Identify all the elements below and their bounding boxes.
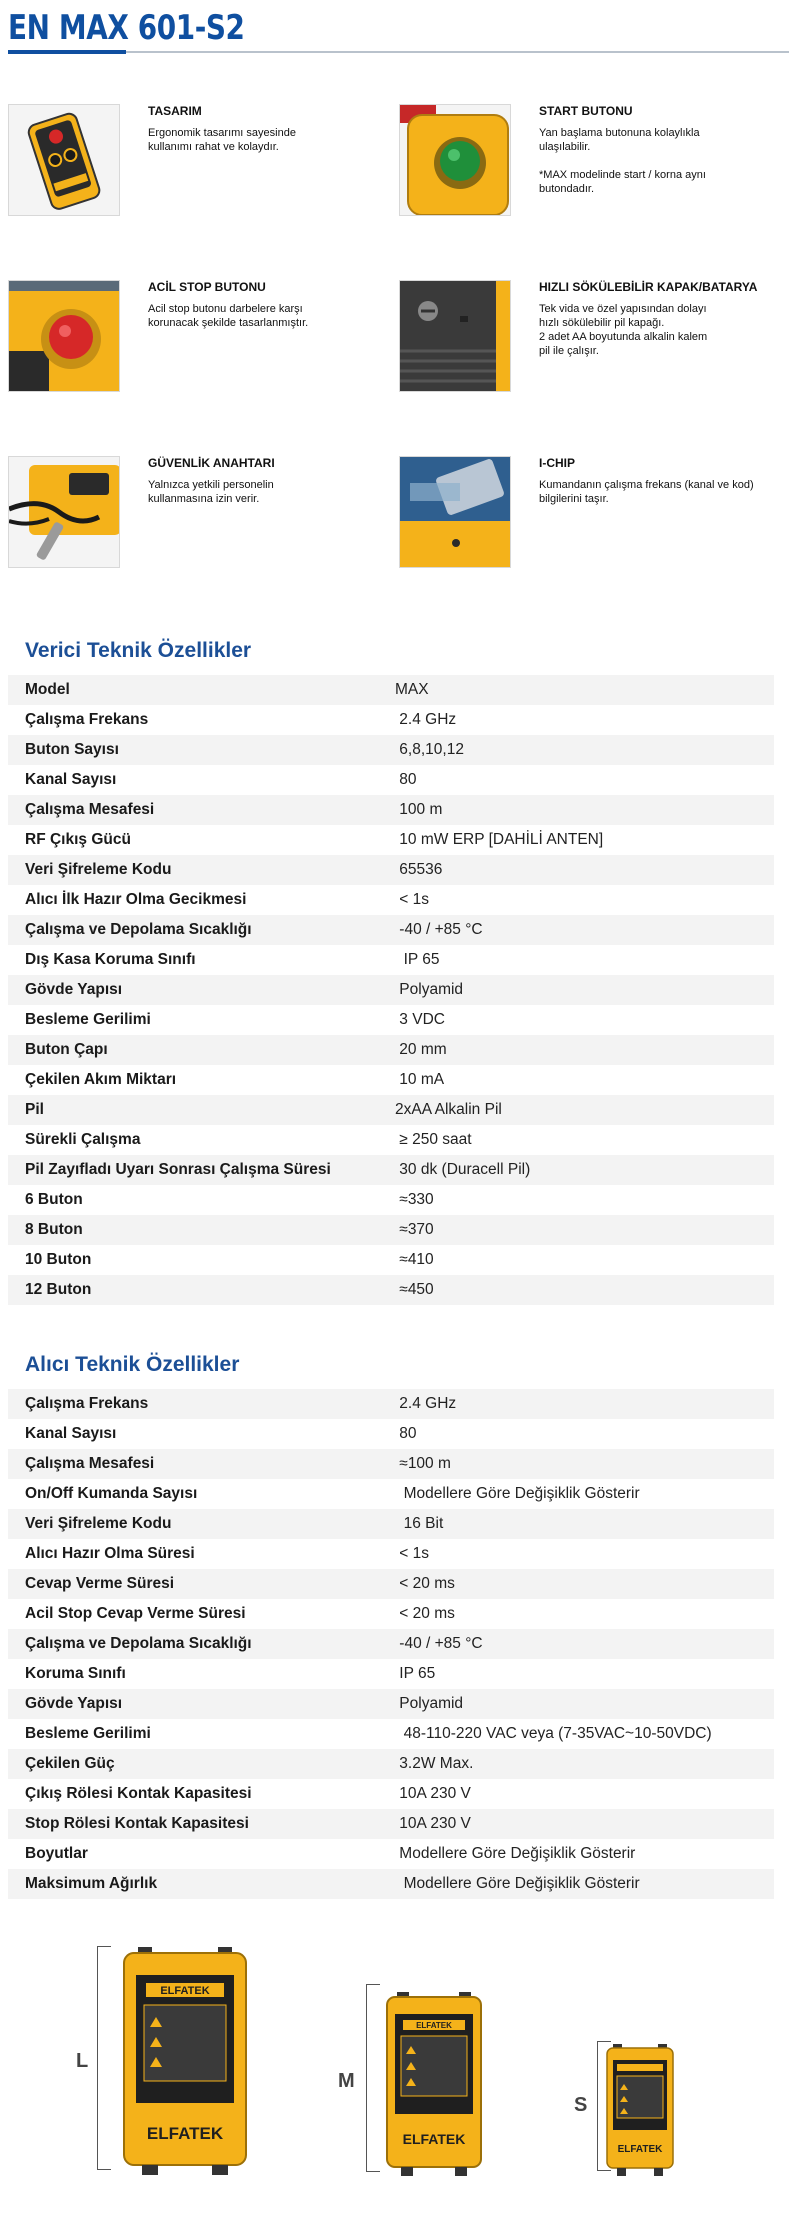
spec-value: 6,8,10,12 bbox=[395, 741, 464, 758]
feature-description: Ergonomik tasarımı sayesinde kullanımı rahat ve kolaydır. bbox=[148, 127, 296, 153]
spec-value: < 1s bbox=[395, 891, 430, 908]
spec-value: 2xAA Alkalin Pil bbox=[395, 1101, 502, 1118]
spec-label: Buton Çapı bbox=[25, 1041, 108, 1058]
transmitter-spec-row bbox=[8, 855, 774, 885]
transmitter-section-title: Verici Teknik Özellikler bbox=[25, 639, 252, 662]
spec-label: Veri Şifreleme Kodu bbox=[25, 861, 172, 878]
spec-label: RF Çıkış Gücü bbox=[25, 831, 131, 848]
spec-label: Sürekli Çalışma bbox=[25, 1131, 141, 1148]
spec-label: Buton Sayısı bbox=[25, 741, 119, 758]
spec-label: Maksimum Ağırlık bbox=[25, 1875, 158, 1892]
spec-label: Çalışma ve Depolama Sıcaklığı bbox=[25, 921, 252, 938]
feature-emergency-stop-image bbox=[8, 280, 120, 392]
spec-label: Besleme Gerilimi bbox=[25, 1011, 151, 1028]
spec-label: Çalışma Frekans bbox=[25, 1395, 149, 1412]
transmitter-spec-row bbox=[8, 795, 774, 825]
svg-text:ELFATEK: ELFATEK bbox=[617, 2144, 663, 2155]
spec-value: ≥ 250 saat bbox=[395, 1131, 472, 1148]
transmitter-spec-row bbox=[8, 945, 774, 975]
feature-battery-cover-image bbox=[399, 280, 511, 392]
receiver-section-title: Alıcı Teknik Özellikler bbox=[25, 1353, 240, 1376]
size-label-l: L bbox=[76, 2050, 89, 2072]
spec-label: 8 Buton bbox=[25, 1221, 83, 1238]
spec-label: Pil bbox=[25, 1101, 44, 1118]
spec-label: Besleme Gerilimi bbox=[25, 1725, 151, 1742]
spec-value: Polyamid bbox=[395, 1695, 464, 1712]
spec-label: Çalışma ve Depolama Sıcaklığı bbox=[25, 1635, 252, 1652]
feature-start-button-image bbox=[399, 104, 511, 216]
spec-value: 100 m bbox=[395, 801, 443, 818]
spec-value: 3 VDC bbox=[395, 1011, 445, 1028]
spec-value: 80 bbox=[395, 771, 417, 788]
spec-value: 20 mm bbox=[395, 1041, 447, 1058]
feature-emergency-stop bbox=[8, 280, 398, 400]
spec-value: MAX bbox=[395, 681, 429, 698]
receiver-spec-row bbox=[8, 1689, 774, 1719]
spec-label: Çekilen Akım Miktarı bbox=[25, 1071, 177, 1088]
spec-value: ≈410 bbox=[395, 1251, 434, 1268]
spec-label: Pil Zayıfladı Uyarı Sonrası Çalışma Süresi bbox=[25, 1161, 331, 1178]
transmitter-spec-row bbox=[8, 705, 774, 735]
spec-value: 10A 230 V bbox=[395, 1815, 471, 1832]
spec-value: -40 / +85 °C bbox=[395, 921, 483, 938]
spec-value: ≈100 m bbox=[395, 1455, 451, 1472]
receiver-spec-table bbox=[8, 1389, 774, 1899]
feature-description: Tek vida ve özel yapısından dolayı hızlı sökülebilir pil kapağı. 2 adet AA boyutunda alkalin kalem pil ile çalışır. bbox=[539, 303, 708, 357]
spec-label: Koruma Sınıfı bbox=[25, 1665, 126, 1682]
spec-value: 48-110-220 VAC veya (7-35VAC~10-50VDC) bbox=[395, 1725, 712, 1742]
receiver-spec-row bbox=[8, 1449, 774, 1479]
transmitter-spec-row bbox=[8, 1125, 774, 1155]
feature-security-key-image bbox=[8, 456, 120, 568]
transmitter-spec-row bbox=[8, 1065, 774, 1095]
spec-value: 10A 230 V bbox=[395, 1785, 471, 1802]
spec-value: -40 / +85 °C bbox=[395, 1635, 483, 1652]
spec-label: Cevap Verme Süresi bbox=[25, 1575, 175, 1592]
size-label-m: M bbox=[338, 2070, 355, 2092]
spec-value: 80 bbox=[395, 1425, 417, 1442]
spec-label: Dış Kasa Koruma Sınıfı bbox=[25, 951, 196, 968]
feature-i-chip bbox=[399, 456, 789, 576]
spec-value: ≈450 bbox=[395, 1281, 434, 1298]
receiver-spec-row bbox=[8, 1869, 774, 1899]
feature-title: GÜVENLİK ANAHTARI bbox=[148, 456, 275, 470]
spec-label: Alıcı İlk Hazır Olma Gecikmesi bbox=[25, 891, 247, 908]
receiver-spec-row bbox=[8, 1749, 774, 1779]
transmitter-spec-row bbox=[8, 1215, 774, 1245]
spec-label: On/Off Kumanda Sayısı bbox=[25, 1485, 198, 1502]
receiver-spec-row bbox=[8, 1779, 774, 1809]
receiver-spec-row bbox=[8, 1659, 774, 1689]
spec-label: Acil Stop Cevap Verme Süresi bbox=[25, 1605, 246, 1622]
feature-description: Yalnızca yetkili personelin kullanmasına izin verir. bbox=[148, 479, 274, 505]
spec-label: Kanal Sayısı bbox=[25, 771, 117, 788]
transmitter-spec-row bbox=[8, 675, 774, 705]
feature-title: ACİL STOP BUTONU bbox=[148, 280, 266, 294]
transmitter-spec-row bbox=[8, 915, 774, 945]
receiver-spec-row bbox=[8, 1629, 774, 1659]
spec-label: 10 Buton bbox=[25, 1251, 92, 1268]
feature-title: START BUTONU bbox=[539, 104, 633, 118]
feature-description: Yan başlama butonuna kolaylıkla ulaşılabilir. *MAX modelinde start / korna aynı butondadır. bbox=[539, 127, 706, 195]
transmitter-spec-row bbox=[8, 765, 774, 795]
transmitter-spec-row bbox=[8, 1005, 774, 1035]
spec-label: Gövde Yapısı bbox=[25, 981, 123, 998]
receiver-spec-row bbox=[8, 1509, 774, 1539]
spec-value: Modellere Göre Değişiklik Gösterir bbox=[395, 1875, 640, 1892]
spec-label: Çekilen Güç bbox=[25, 1755, 115, 1772]
size-bracket-m bbox=[366, 1984, 380, 2172]
spec-value: 3.2W Max. bbox=[395, 1755, 474, 1772]
feature-title: TASARIM bbox=[148, 104, 202, 118]
feature-design bbox=[8, 104, 398, 224]
transmitter-spec-row bbox=[8, 1035, 774, 1065]
svg-text:ELFATEK: ELFATEK bbox=[146, 2124, 224, 2143]
svg-text:ELFATEK: ELFATEK bbox=[416, 2021, 452, 2030]
receiver-spec-row bbox=[8, 1839, 774, 1869]
receiver-spec-row bbox=[8, 1419, 774, 1449]
spec-label: Çalışma Mesafesi bbox=[25, 801, 155, 818]
receiver-small-image bbox=[605, 2044, 675, 2176]
svg-text:ELFATEK: ELFATEK bbox=[402, 2131, 466, 2147]
receiver-spec-row bbox=[8, 1539, 774, 1569]
transmitter-spec-row bbox=[8, 1245, 774, 1275]
spec-value: 2.4 GHz bbox=[395, 1395, 457, 1412]
spec-value: ≈330 bbox=[395, 1191, 434, 1208]
svg-text:ELFATEK: ELFATEK bbox=[160, 1985, 210, 1997]
feature-title: I-CHIP bbox=[539, 456, 575, 470]
spec-value: 10 mW ERP [DAHİLİ ANTEN] bbox=[395, 831, 604, 848]
receiver-spec-row bbox=[8, 1719, 774, 1749]
spec-value: IP 65 bbox=[395, 951, 440, 968]
feature-design-image bbox=[8, 104, 120, 216]
spec-label: Alıcı Hazır Olma Süresi bbox=[25, 1545, 195, 1562]
spec-value: IP 65 bbox=[395, 1665, 436, 1682]
spec-label: Boyutlar bbox=[25, 1845, 88, 1862]
feature-description: Acil stop butonu darbelere karşı korunacak şekilde tasarlanmıştır. bbox=[148, 303, 309, 329]
spec-value: 10 mA bbox=[395, 1071, 445, 1088]
spec-label: 12 Buton bbox=[25, 1281, 92, 1298]
spec-label: Veri Şifreleme Kodu bbox=[25, 1515, 172, 1532]
feature-battery-cover bbox=[399, 280, 789, 400]
transmitter-spec-row bbox=[8, 1155, 774, 1185]
transmitter-spec-table bbox=[8, 675, 774, 1305]
size-label-s: S bbox=[574, 2094, 588, 2116]
spec-label: Çıkış Rölesi Kontak Kapasitesi bbox=[25, 1785, 252, 1802]
title-divider-accent bbox=[8, 50, 126, 54]
transmitter-spec-row bbox=[8, 1275, 774, 1305]
spec-value: 2.4 GHz bbox=[395, 711, 457, 728]
spec-label: Gövde Yapısı bbox=[25, 1695, 123, 1712]
receiver-spec-row bbox=[8, 1569, 774, 1599]
spec-label: Çalışma Mesafesi bbox=[25, 1455, 155, 1472]
transmitter-spec-row bbox=[8, 735, 774, 765]
spec-value: 30 dk (Duracell Pil) bbox=[395, 1161, 531, 1178]
receiver-medium-image bbox=[385, 1992, 483, 2176]
spec-label: Model bbox=[25, 681, 70, 698]
spec-value: ≈370 bbox=[395, 1221, 434, 1238]
receiver-spec-row bbox=[8, 1599, 774, 1629]
feature-description: Kumandanın çalışma frekans (kanal ve kod) bilgilerini taşır. bbox=[539, 479, 754, 505]
spec-label: Çalışma Frekans bbox=[25, 711, 149, 728]
spec-value: Polyamid bbox=[395, 981, 464, 998]
receiver-spec-row bbox=[8, 1389, 774, 1419]
spec-label: Kanal Sayısı bbox=[25, 1425, 117, 1442]
transmitter-spec-row bbox=[8, 1095, 774, 1125]
feature-title: HIZLI SÖKÜLEBİLİR KAPAK/BATARYA bbox=[539, 280, 758, 294]
receiver-spec-row bbox=[8, 1479, 774, 1509]
spec-value: 65536 bbox=[395, 861, 443, 878]
feature-security-key bbox=[8, 456, 398, 576]
transmitter-spec-row bbox=[8, 885, 774, 915]
size-bracket-l bbox=[97, 1946, 111, 2170]
spec-value: Modellere Göre Değişiklik Gösterir bbox=[395, 1845, 636, 1862]
feature-start-button bbox=[399, 104, 789, 224]
spec-value: < 20 ms bbox=[395, 1605, 455, 1622]
spec-label: 6 Buton bbox=[25, 1191, 83, 1208]
spec-value: < 20 ms bbox=[395, 1575, 455, 1592]
transmitter-spec-row bbox=[8, 975, 774, 1005]
transmitter-spec-row bbox=[8, 1185, 774, 1215]
spec-value: 16 Bit bbox=[395, 1515, 444, 1532]
spec-value: < 1s bbox=[395, 1545, 430, 1562]
receiver-spec-row bbox=[8, 1809, 774, 1839]
page-title: EN MAX 601-S2 bbox=[8, 8, 245, 48]
feature-i-chip-image bbox=[399, 456, 511, 568]
receiver-large-image bbox=[122, 1947, 248, 2175]
spec-label: Stop Rölesi Kontak Kapasitesi bbox=[25, 1815, 249, 1832]
transmitter-spec-row bbox=[8, 825, 774, 855]
spec-value: Modellere Göre Değişiklik Gösterir bbox=[395, 1485, 640, 1502]
